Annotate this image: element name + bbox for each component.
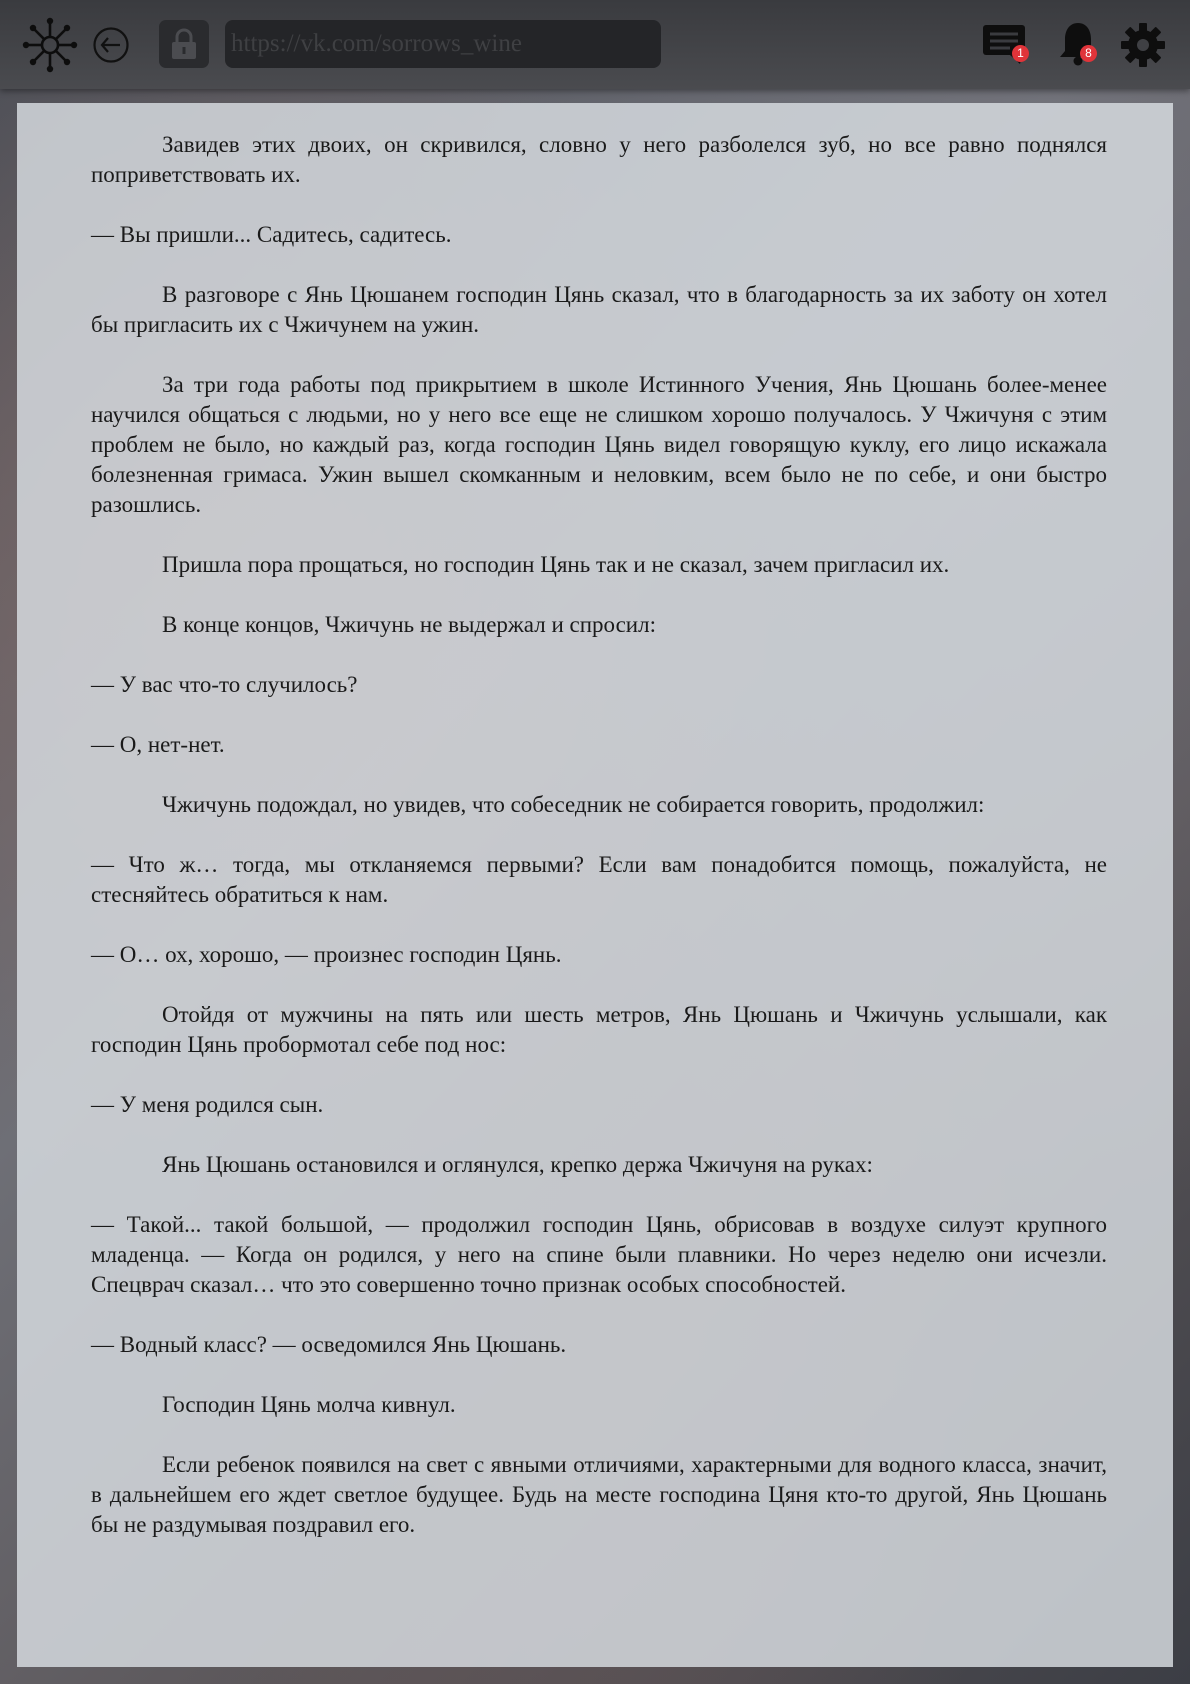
address-bar-text: https://vk.com/sorrows_wine bbox=[231, 30, 522, 57]
paragraph: — Водный класс? — осведомился Янь Цюшань. bbox=[91, 1332, 567, 1357]
gear-icon bbox=[1120, 22, 1166, 68]
paragraph: Если ребенок появился на свет с явными отличиями, характерными для водного класса, значит, в дальнейшем его ждет светлое будущее. Будь на месте господина Цяня кто-то другой, Янь Цюшань бы не раздумывая поздравил его. bbox=[91, 1452, 1107, 1537]
back-button[interactable] bbox=[92, 26, 130, 64]
paragraph: Отойдя от мужчины на пять или шесть метров, Янь Цюшань и Чжичунь услышали, как господин Цянь пробормотал себе под нос: bbox=[91, 1002, 1107, 1057]
address-bar[interactable] bbox=[225, 20, 661, 68]
paragraph: — Такой... такой большой, — продолжил господин Цянь, обрисовав в воздухе силуэт крупного младенца. — Когда он родился, у него на спине были плавники. Но через неделю они исчезли. Спецврач сказал… что это совершенно точно признак особых способностей. bbox=[91, 1212, 1107, 1297]
paragraph: За три года работы под прикрытием в школе Истинного Учения, Янь Цюшань более-менее научился общаться с людьми, но у него все еще не слишком хорошо получалось. У Чжичуня с этим проблем не было, но каждый раз, когда господин Цянь видел говорящую куклу, его лицо искажала болезненная гримаса. Ужин вышел скомканным и неловким, всем было не по себе, и они быстро разошлись. bbox=[91, 372, 1107, 517]
network-hub-icon[interactable] bbox=[22, 17, 78, 73]
paragraph: Завидев этих двоих, он скривился, словно у него разболелся зуб, но все равно поднялся поприветствовать их. bbox=[91, 132, 1107, 187]
paragraph: Пришла пора прощаться, но господин Цянь так и не сказал, зачем пригласил их. bbox=[162, 552, 950, 577]
paragraph: В разговоре с Янь Цюшанем господин Цянь сказал, что в благодарность за их заботу он хотел бы пригласить их с Чжичунем на ужин. bbox=[91, 282, 1107, 337]
paragraph: Господин Цянь молча кивнул. bbox=[162, 1392, 456, 1417]
lock-button[interactable] bbox=[159, 20, 209, 68]
paragraph: — Что ж… тогда, мы откланяемся первыми? Если вам понадобится помощь, пожалуйста, не стесняйтесь обратиться к нам. bbox=[91, 852, 1107, 907]
back-arrow-icon bbox=[92, 26, 130, 64]
paragraph: — О… ох, хорошо, — произнес господин Цянь. bbox=[91, 942, 562, 967]
paragraph: — У меня родился сын. bbox=[91, 1092, 324, 1117]
reading-page bbox=[17, 103, 1173, 1667]
settings-button[interactable] bbox=[1120, 22, 1166, 68]
paragraph: — О, нет-нет. bbox=[91, 732, 225, 757]
paragraph: Янь Цюшань остановился и оглянулся, крепко держа Чжичуня на руках: bbox=[162, 1152, 873, 1177]
paragraph: — Вы пришли... Садитесь, садитесь. bbox=[91, 222, 452, 247]
paragraph: — У вас что-то случилось? bbox=[91, 672, 358, 697]
messages-count-badge: 1 bbox=[1012, 45, 1029, 62]
paragraph: Чжичунь подождал, но увидев, что собеседник не собирается говорить, продолжил: bbox=[162, 792, 985, 817]
paragraph: В конце концов, Чжичунь не выдержал и спросил: bbox=[162, 612, 656, 637]
lock-icon bbox=[169, 27, 199, 61]
top-toolbar bbox=[0, 0, 1190, 89]
notifications-count-badge: 8 bbox=[1080, 45, 1097, 62]
